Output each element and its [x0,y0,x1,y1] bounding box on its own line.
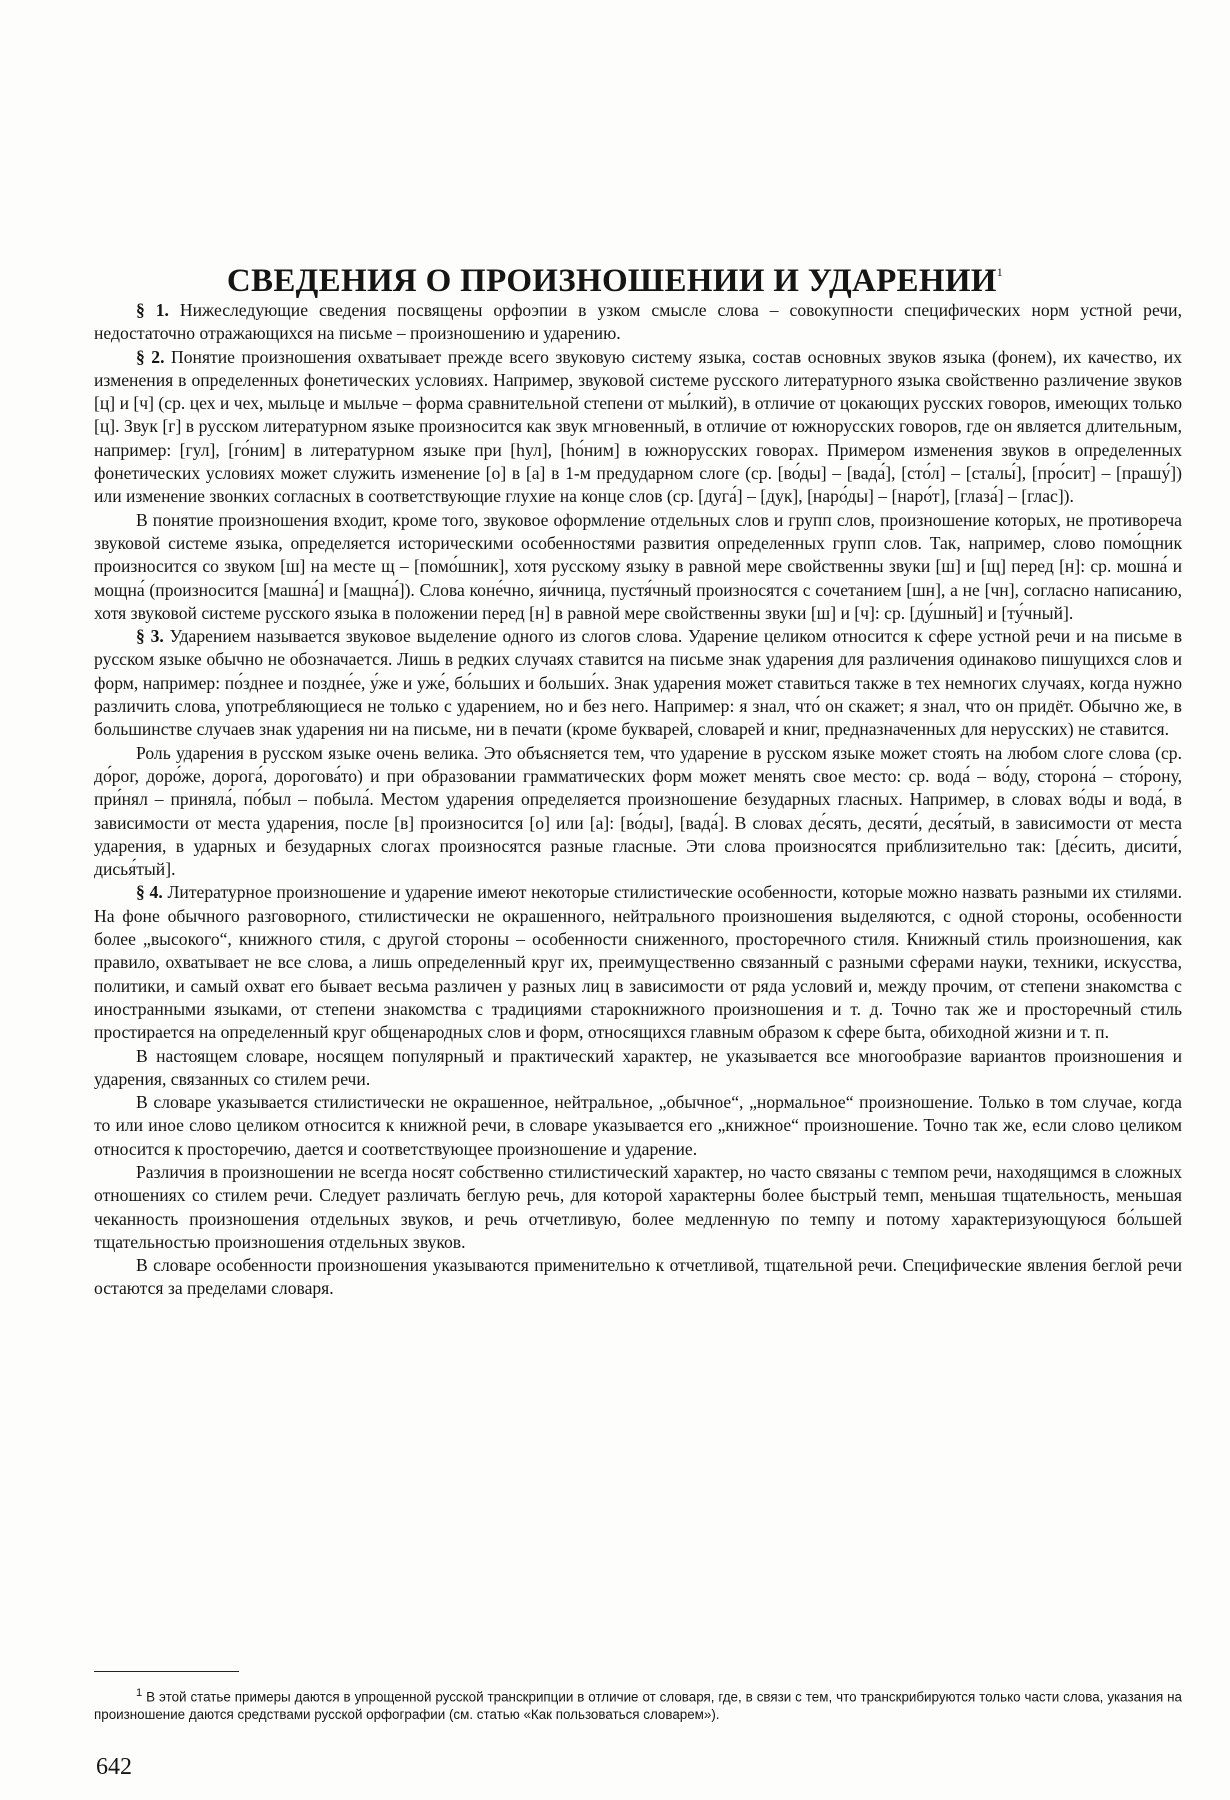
paragraph-text: В словаре особенности произношения указываются применительно к отчетливой, тщательной речи. Специфические явления беглой речи остаются за пределами словаря. [94,1255,1182,1299]
section-marker: § 4. [136,882,163,903]
paragraph-text: Роль ударения в русском языке очень велика. Это объясняется тем, что ударение в русском языке может стоять на любом слоге слова (ср. до́рог, доро́же, дорога́, дорогова́то) и при образовании грамматических форм может менять свое место: ср. вода́ – во́ду, сторона́ – сто́рону, при́нял – приняла́, по́был – побыла́. Местом ударения определяется произношение безударных гласных. Например, в словах во́ды и вода́, в зависимости от места ударения, после [в] произносится [о] или [а]: [во́ды], [вада́]. В словах де́сять, десяти́, деся́тый, в зависимости от места ударения, в ударных и безударных слогах произносятся разные гласные. Эти слова произносятся приблизительно так: [де́сить, дисити́, дисья́тый]. [94,742,1182,880]
footnote [94,1685,1182,1723]
paragraph-text: Нижеследующие сведения посвящены орфоэпии в узком смысле слова – совокупности специфических норм устной речи, недостаточно отражающихся на письме – произношению и ударению. [94,300,1182,344]
paragraph [94,1161,1182,1254]
footnote-paragraph [94,1685,1182,1723]
paragraph-text: В словаре указывается стилистически не окрашенное, нейтральное, „обычное“, „нормальное“ произношение. Только в том случае, когда то или иное слово целиком относится к книжной речи, в словаре указывается его „книжное“ произношение. Точно так же, если слово целиком относится к просторечию, дается и соответствующее произношение и ударение. [94,1092,1182,1159]
paragraph-section-1 [94,299,1182,346]
page-title [0,263,1230,300]
article-body [94,299,1182,1301]
section-marker: § 1. [136,300,169,320]
paragraph [94,509,1182,625]
paragraph [94,1091,1182,1161]
footnote-text: В этой статье примеры даются в упрощенной русской транскрипции в отличие от словаря, где, в связи с тем, что транскрибируются только части слова, указания на произношение даются средствами русской орфографии (см. статью «Как пользоваться словарем»). [94,1689,1182,1722]
page-number: 642 [96,1754,132,1780]
title-text: СВЕДЕНИЯ О ПРОИЗНОШЕНИИ И УДАРЕНИИ [226,263,997,300]
paragraph-section-4 [94,881,1182,1044]
footnote-divider [94,1671,239,1672]
section-marker: § 3. [136,626,164,647]
paragraph-text: В настоящем словаре, носящем популярный и практический характер, не указывается все многообразие вариантов произношения и ударения, связанных со стилем речи. [94,1045,1182,1089]
paragraph [94,742,1182,882]
footnote-mark: 1 [136,1687,143,1699]
paragraph [94,1254,1182,1301]
paragraph-text: Понятие произношения охватывает прежде всего звуковую систему языка, состав основных звуков языка (фонем), их качество, их изменения в определенных фонетических условиях. Например, звуковой системе русского литературного языка свойственно различение звуков [ц] и [ч] (ср. цех и чех, мыльце и мыльче – форма сравнительной степени от мы́лкий), в отличие от цокающих русских говоров, имеющих только [ц]. Звук [г] в русском литературном языке произносится как звук мгновенный, в отличие от южнорусских говоров, где он является длительным, например: [гул], [го́ним] в литературном языке при [hул], [hо́ним] в южнорусских говорах. Примером изменения звуков в определенных фонетических условиях может служить изменение [о] в [а] в 1-м предударном слоге (ср. [во́ды] – [вада́], [сто́л] – [сталы́], [про́сит] – [прашу́]) или изменение звонких согласных в соответствующие глухие на конце слов (ср. [дуга́] – [дук], [наро́ды] – [наро́т], [глаза́] – [глас]). [94,346,1182,507]
paragraph-text: Литературное произношение и ударение имеют некоторые стилистические особенности, которые можно назвать разными их стилями. На фоне обычного разговорного, стилистически не окрашенного, нейтрального произношения выделяются, с одной стороны, особенности более „высокого“, книжного стиля, с другой стороны – особенности сниженного, просторечного стиля. Книжный стиль произношения, как правило, охватывает не все слова, а лишь определенный круг их, преимущественно связанный с разными сферами науки, техники, искусства, политики, и самый охват его бывает весьма различен у разных лиц в зависимости от ряда условий и, между прочим, от степени знакомства с иностранными языками, от степени знакомства с традициями старокнижного произношения и т. д. Точно так же и просторечный стиль простирается на определенный круг общенародных слов и форм, относящихся главным образом к сфере быта, обиходной жизни и т. п. [94,882,1182,1043]
paragraph [94,1045,1182,1092]
paragraph-text: В понятие произношения входит, кроме того, звуковое оформление отдельных слов и групп слов, произношение которых, не противореча звуковой системе языка, определяется историческими особенностями развития определенных групп слов. Так, например, слово помо́щник произносится со звуком [ш] на месте щ – [помо́шник], хотя русскому языку в равной мере свойственны звуки [ш] и [щ] перед [н]: ср. мошна́ и мощна́ (произносится [машна́] и [мащна́]). Слова коне́чно, яи́чница, пустя́чный произносятся с сочетанием [шн], а не [чн], согласно написанию, хотя звуковой системе русского языка в положении перед [н] в равной мере свойственны звуки [ш] и [ч]: ср. [ду́шный] и [ту́чный]. [94,509,1182,623]
section-marker: § 2. [136,346,165,367]
paragraph-section-3 [94,625,1182,741]
footnote-reference: 1 [996,265,1004,280]
paragraph-text: Ударением называется звуковое выделение одного из слогов слова. Ударение целиком относится к сфере устной речи и на письме в русском языке обычно не обозначается. Лишь в редких случаях ставится на письме знак ударения для различения одинаково пишущихся слов и форм, например: по́зднее и поздне́е, у́же и уже́, бо́льших и больши́х. Знак ударения может ставиться также в тех немногих случаях, когда нужно различить слова, употребляющиеся не только с ударением, но и без него. Например: я знал, что́ он скажет; я знал, что он придёт. Обычно же, в большинстве случаев знак ударения ни на письме, ни в печати (кроме букварей, словарей и книг, предназначенных для нерусских) не ставится. [94,626,1183,740]
paragraph-text: Различия в произношении не всегда носят собственно стилистический характер, но часто связаны с темпом речи, находящимся в сложных отношениях со стилем речи. Следует различать беглую речь, для которой характерны более быстрый темп, меньшая тщательность, меньшая чеканность произношения отдельных звуков, и речь отчетливую, более медленную по темпу и потому характеризующуюся бо́льшей тщательностью произношения отдельных звуков. [94,1161,1182,1252]
paragraph-section-2 [94,346,1182,509]
